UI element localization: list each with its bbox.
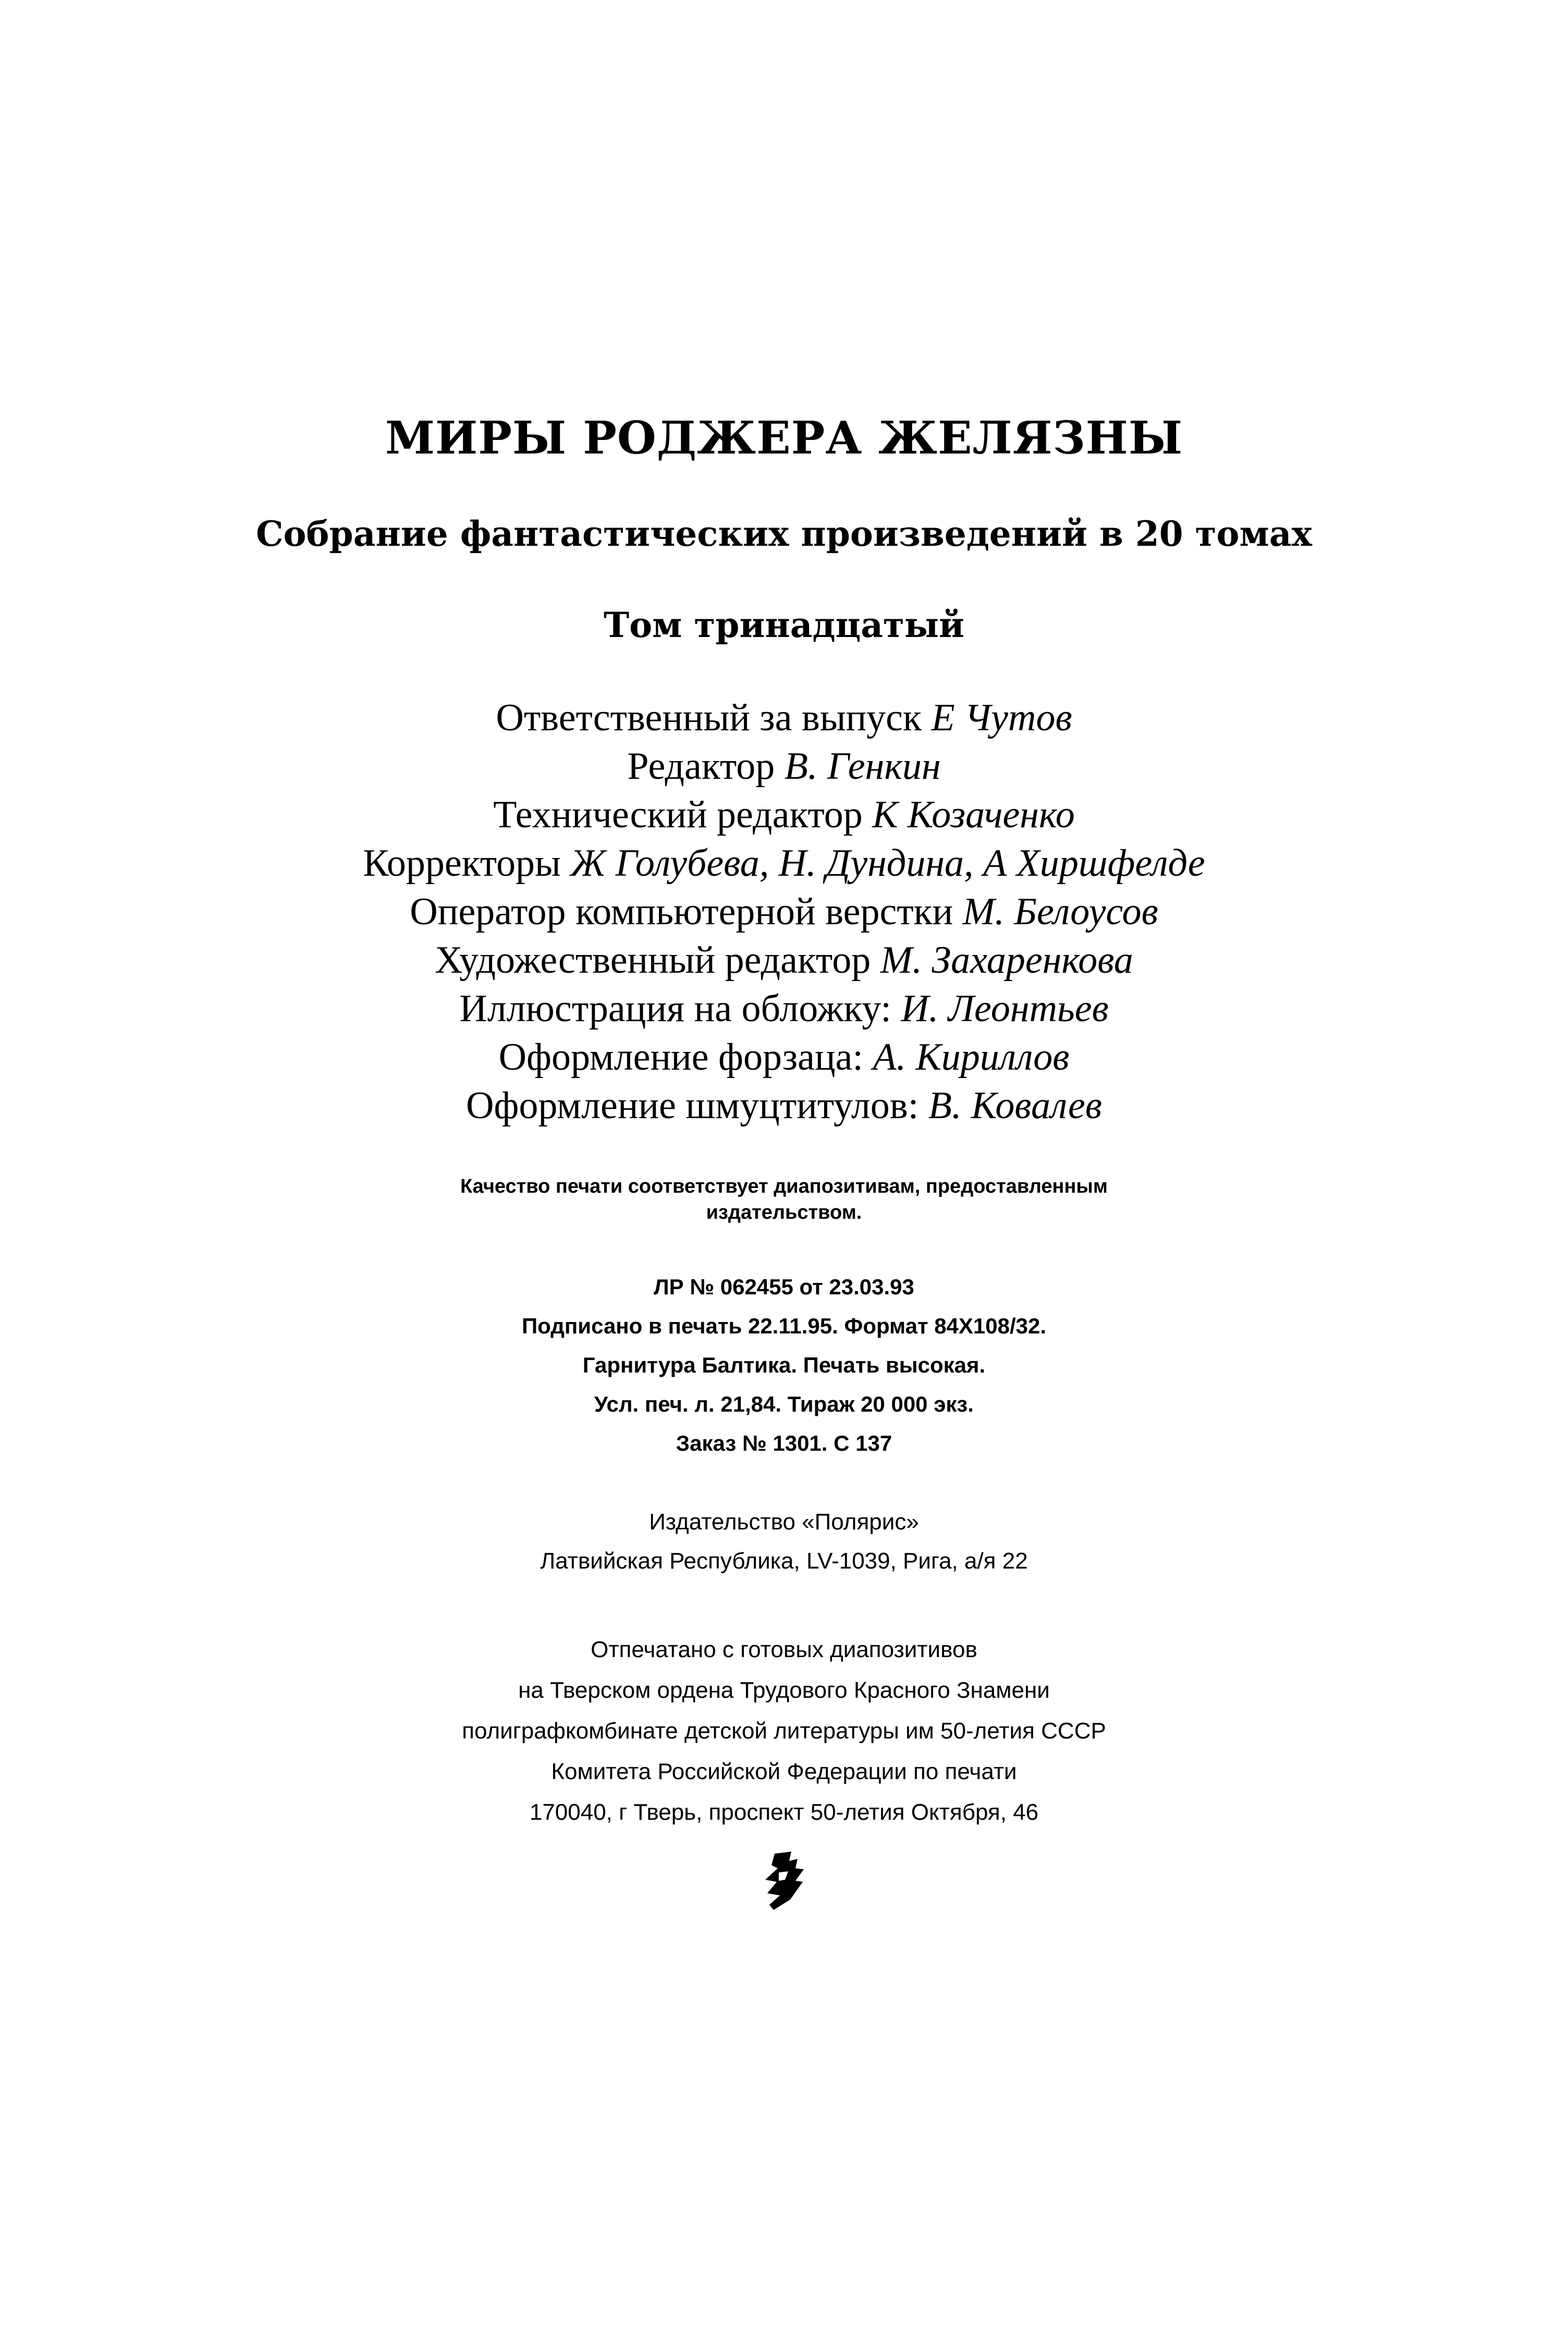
credit-role: Иллюстрация на обложку: [459,987,891,1030]
printer-line: на Тверском ордена Трудового Красного Знамени [518,1677,1050,1703]
credit-name: Е Чутов [931,696,1072,739]
imprint-line: Подписано в печать 22.11.95. Формат 84Х108/32. [521,1314,1047,1338]
credit-name: В. Ковалев [928,1084,1102,1127]
credit-role: Оформление форзаца: [498,1036,863,1079]
publisher-line: Издательство «Полярис» [649,1509,919,1535]
credit-line [0,841,1568,886]
credit-line [0,793,1568,837]
quality-note-line: издательством. [706,1202,862,1223]
credit-role: Технический редактор [493,793,863,836]
credit-name: В. Генкин [784,745,941,788]
credit-line [0,938,1568,983]
book-subtitle: Собрание фантастических произведений в 20 томах [255,513,1313,554]
printer-line: полиграфкомбинате детской литературы им 50-летия СССР [462,1718,1106,1744]
credit-line [0,890,1568,934]
credit-line [0,744,1568,789]
credit-name: К Козаченко [872,793,1075,836]
printer-logo-icon [759,1850,809,1912]
credit-name: Ж Голубева, Н. Дундина, А Хиршфелде [570,842,1205,885]
quality-note-line: Качество печати соответствует диапозитивам, предоставленным [460,1175,1108,1197]
printer-line: Отпечатано с готовых диапозитивов [591,1637,977,1662]
credit-name: А. Кириллов [873,1036,1070,1079]
credit-role: Художественный редактор [435,939,871,982]
imprint-line: Заказ № 1301. С 137 [676,1431,892,1455]
printer-line: Комитета Российской Федерации по печати [551,1759,1017,1784]
credit-name: И. Леонтьев [901,987,1109,1030]
credit-line [0,1084,1568,1128]
credit-role: Оформление шмуцтитулов: [466,1084,919,1127]
publisher-line: Латвийская Республика, LV-1039, Рига, а/я 22 [540,1548,1028,1574]
imprint-line: Усл. печ. л. 21,84. Тираж 20 000 экз. [594,1392,974,1416]
imprint-line: Гарнитура Балтика. Печать высокая. [582,1353,986,1377]
credit-role: Редактор [627,745,775,788]
credit-role: Ответственный за выпуск [496,696,922,739]
credit-line [0,1035,1568,1080]
credit-role: Корректоры [363,842,561,885]
credit-line [0,696,1568,740]
volume-label: Том тринадцатый [603,605,965,645]
credit-role: Оператор компьютерной верстки [410,890,953,933]
credit-name: М. Захаренкова [880,939,1133,982]
credit-line [0,987,1568,1031]
book-title: МИРЫ РОДЖЕРА ЖЕЛЯЗНЫ [385,412,1183,464]
credit-name: М. Белоусов [962,890,1158,933]
printer-line: 170040, г Тверь, проспект 50-летия Октября, 46 [529,1799,1039,1825]
imprint-line: ЛР № 062455 от 23.03.93 [654,1275,914,1299]
